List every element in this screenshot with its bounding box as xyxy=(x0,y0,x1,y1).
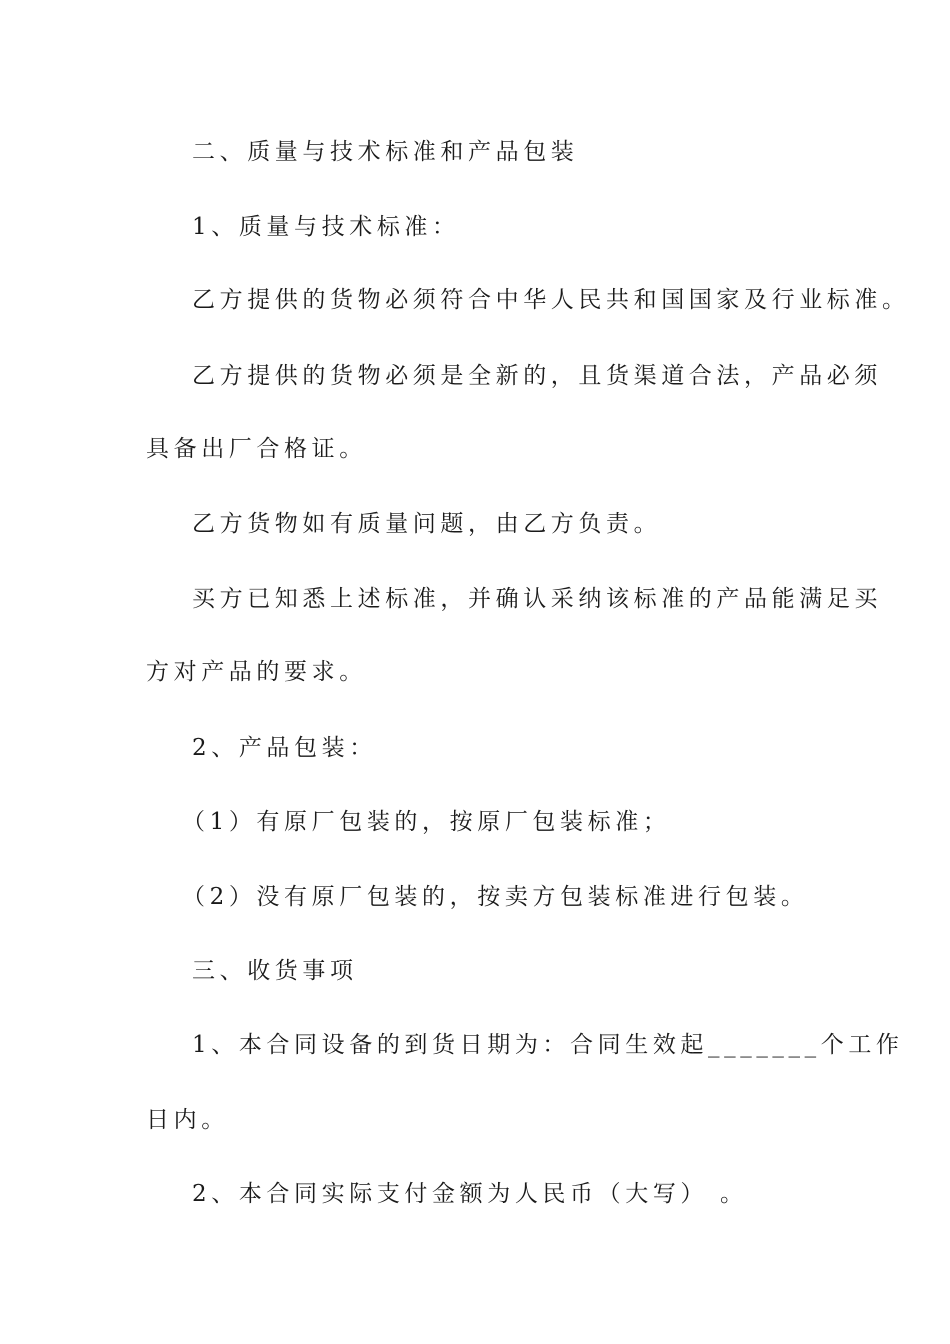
paragraph-buyer-acknowledge: 买方已知悉上述标准，并确认采纳该标准的产品能满足买 xyxy=(192,586,882,612)
list-item-original-packaging: （1）有原厂包装的，按原厂包装标准； xyxy=(182,809,671,835)
paragraph-buyer-acknowledge-cont: 方对产品的要求。 xyxy=(146,659,367,685)
paragraph-delivery-date: 1、本合同设备的到货日期为：合同生效起_______个工作 xyxy=(192,1032,904,1058)
paragraph-new-goods-cont: 具备出厂合格证。 xyxy=(146,436,367,462)
paragraph-national-standard: 乙方提供的货物必须符合中华人民共和国国家及行业标准。 xyxy=(192,287,910,313)
section-heading-receiving: 三、收货事项 xyxy=(192,958,358,984)
paragraph-delivery-date-cont: 日内。 xyxy=(146,1107,229,1133)
paragraph-quality-responsibility: 乙方货物如有质量问题，由乙方负责。 xyxy=(192,511,662,537)
subheading-quality-standard: 1、质量与技术标准： xyxy=(192,214,460,240)
list-item-seller-packaging: （2）没有原厂包装的，按卖方包装标准进行包装。 xyxy=(182,884,809,910)
paragraph-new-goods: 乙方提供的货物必须是全新的，且货渠道合法，产品必须 xyxy=(192,363,882,389)
paragraph-payment-amount: 2、本合同实际支付金额为人民币（大写） 。 xyxy=(192,1181,748,1207)
subheading-packaging: 2、产品包装： xyxy=(192,735,377,761)
section-heading-quality: 二、质量与技术标准和产品包装 xyxy=(192,139,579,165)
